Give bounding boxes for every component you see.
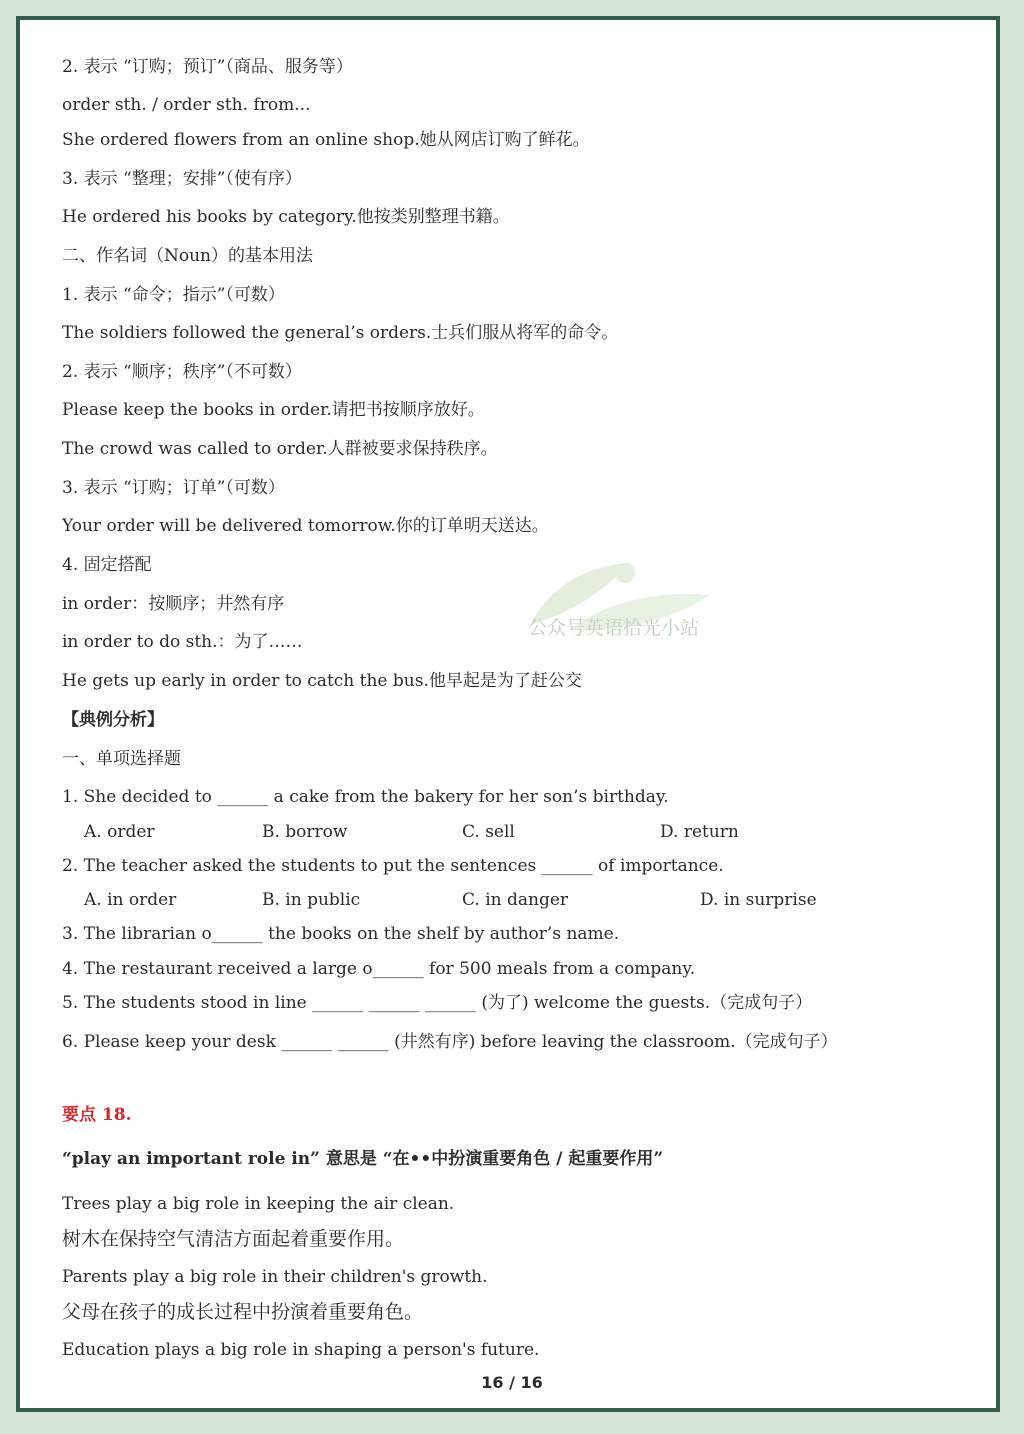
body-line: order sth. / order sth. from... [62,95,311,115]
keypoint-title: “play an important role in” 意思是 “在••中扮演重要角色 / 起重要作用” [62,1149,664,1169]
option: C. sell [462,822,515,842]
body-line: 2. 表示 “订购；预订”（商品、服务等） [62,57,353,77]
keypoint-label: 要点 18. [62,1105,132,1125]
body-line: Your order will be delivered tomorrow.你的订单明天送达。 [62,516,549,536]
body-line: 2. 表示 “顺序；秩序”（不可数） [62,362,302,382]
body-line: 1. 表示 “命令；指示”（可数） [62,285,285,305]
body-line: The crowd was called to order.人群被要求保持秩序。 [62,439,498,459]
option: A. in order [84,890,177,910]
body-line: 3. 表示 “整理；安排”（使有序） [62,169,302,189]
body-line: in order to do sth.：为了…… [62,632,303,652]
example-line: Parents play a big role in their children's growth. [62,1267,488,1287]
body-line: The soldiers followed the general’s orders.士兵们服从将军的命令。 [62,323,619,343]
section-title: 【典例分析】 [62,710,164,730]
body-line: He ordered his books by category.他按类别整理书籍。 [62,207,510,227]
body-line: 3. 表示 “订购；订单”（可数） [62,478,285,498]
example-line: Trees play a big role in keeping the air clean. [62,1194,455,1214]
example-line: Education plays a big role in shaping a person's future. [62,1340,540,1360]
example-line: 树木在保持空气清洁方面起着重要作用。 [62,1228,405,1250]
example-line: 父母在孩子的成长过程中扮演着重要角色。 [62,1301,424,1323]
option: B. in public [262,890,361,910]
question: 6. Please keep your desk ______ ______ (井然有序) before leaving the classroom.（完成句子） [62,1032,838,1052]
question: 4. The restaurant received a large o______ for 500 meals from a company. [62,959,696,979]
question: 5. The students stood in line ______ ______ ______ (为了) welcome the guests.（完成句子） [62,993,813,1013]
subsection-title: 一、单项选择题 [62,749,181,769]
body-line: 二、作名词（Noun）的基本用法 [62,246,314,266]
option: A. order [84,822,155,842]
question: 3. The librarian o______ the books on the shelf by author’s name. [62,924,620,944]
body-line: Please keep the books in order.请把书按顺序放好。 [62,400,485,420]
watermark-text: 公众号英语拾光小站 [528,617,700,639]
option: C. in danger [462,890,569,910]
option: B. borrow [262,822,348,842]
body-line: 4. 固定搭配 [62,555,152,575]
page-number: 16 / 16 [481,1373,543,1392]
option: D. in surprise [700,890,817,910]
question: 2. The teacher asked the students to put the sentences ______ of importance. [62,856,724,876]
body-line: He gets up early in order to catch the bus.他早起是为了赶公交 [62,671,582,691]
option: D. return [660,822,739,842]
body-line: in order：按顺序；井然有序 [62,594,285,614]
body-line: She ordered flowers from an online shop.她从网店订购了鲜花。 [62,130,590,150]
question: 1. She decided to ______ a cake from the bakery for her son’s birthday. [62,787,669,807]
